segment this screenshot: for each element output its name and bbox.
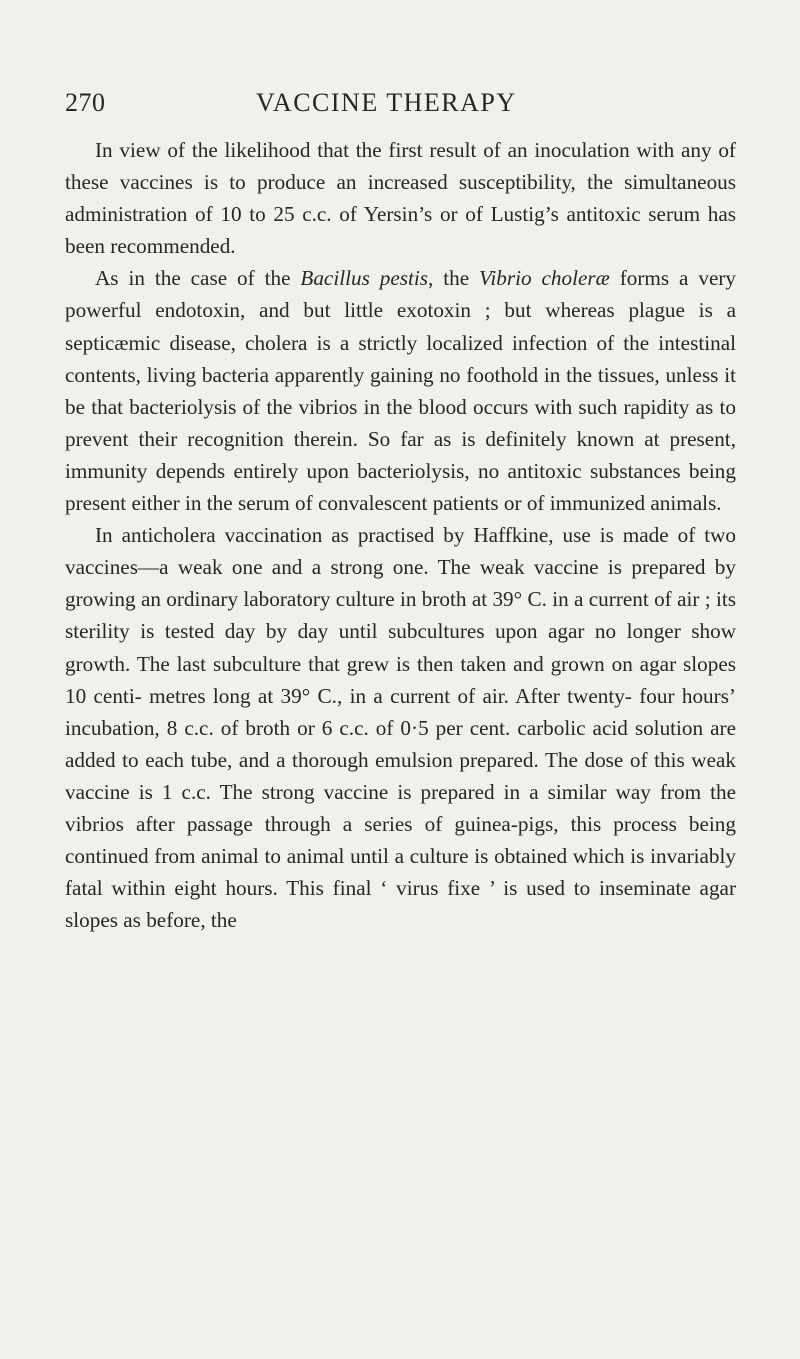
body-text — [65, 134, 736, 936]
paragraph-antitoxic-serum: In view of the likelihood that the first result of an inoculation with any of these vaccines is to produce an increased susceptibility, the simultaneous administration of 10 to 25 c.c. of Yersin’s or of Lustig’s antitoxic serum has been recommended. — [65, 138, 736, 259]
running-head: VACCINE THERAPY — [256, 88, 517, 117]
paragraph-segment: forms a very powerful endotoxin, and but little exotoxin ; but whereas plague is a septicæmic disease, cholera is a strictly localized infection of the intestinal contents, living bacteria apparently gaining no foothold in the tissues, unless it be that bacteriolysis of the vibrios in the blood occurs with such rapidity as to prevent their recognition therein. So far as is definitely known at present, immunity depends entirely upon bacteriolysis, no antitoxic substances being present either in the serum of convalescent patients or of immunized animals. — [65, 266, 737, 516]
page-header — [65, 82, 736, 122]
italic-term-vibrio-cholerae: Vibrio choleræ — [479, 266, 610, 291]
paragraph-segment: , the — [428, 266, 480, 291]
italic-term-bacillus-pestis: Bacillus pestis — [300, 266, 429, 291]
paragraph-segment: As in the case of the — [95, 266, 301, 291]
page-number: 270 — [65, 88, 106, 117]
paragraph-cholera-endotoxin — [65, 262, 736, 519]
paragraph-haffkine-vaccination: In anticholera vaccination as practised by Haffkine, use is made of two vaccines—a weak one and a strong one. The weak vaccine is prepared by growing an ordinary laboratory culture in broth at 39° C. in a current of air ; its sterility is tested day by day until subcultures upon agar no longer show growth. The last subculture that grew is then taken and grown on agar slopes 10 centi- metres long at 39° C., in a current of air. After twenty- four hours’ incubation, 8 c.c. of broth or 6 c.c. of 0·5 per cent. carbolic acid solution are added to each tube, and a thorough emulsion prepared. The dose of this weak vaccine is 1 c.c. The strong vaccine is prepared in a similar way from the vibrios after passage through a series of guinea-pigs, this process being continued from animal to animal until a culture is obtained which is invariably fatal within eight hours. This final ‘ virus fixe ’ is used to inseminate agar slopes as before, the — [65, 523, 736, 933]
